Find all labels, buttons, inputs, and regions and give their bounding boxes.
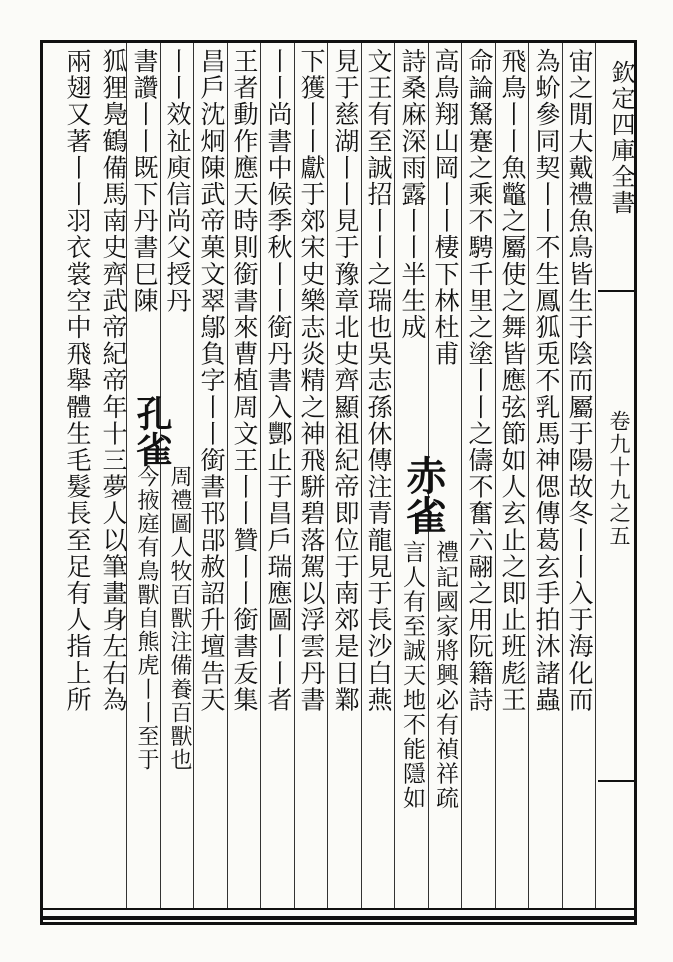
text-column: 丨丨效祉庾信尚父授丹 — [163, 48, 192, 314]
text-column: 飛鳥丨丨魚鼈之屬使之舞皆應弦節如人玄止之即止班彪王 — [498, 48, 527, 713]
margin-divider-bottom — [598, 780, 637, 782]
text-column: 命論駑蹇之乘不騁千里之塗丨丨之儔不奮六翮之用阮籍詩 — [465, 48, 494, 713]
text-column: 見于慈湖丨丨見于豫章北史齊顯祖紀帝即位于南郊是日鄴 — [331, 48, 360, 713]
note-column: 言人有至誠天地不能隱如 — [399, 540, 425, 811]
text-column: 狐狸鳧鶴備馬南史齊武帝紀帝年十三夢人以筆畫身左右為 — [99, 48, 128, 713]
margin-divider-top — [598, 290, 637, 292]
text-column: 高鳥翔山岡丨丨棲下林杜甫 — [431, 48, 460, 368]
headword-peacock: 孔雀 — [131, 395, 173, 467]
volume-label: 卷九十九之五 — [607, 410, 631, 548]
text-column: 王者動作應天時則銜書來曹植周文王丨丨贊丨丨銜書叐集 — [230, 48, 259, 713]
bottom-rule — [40, 908, 637, 920]
text-column: 為蚧參同契丨丨不生鳳狐兎不乳馬神偲傳葛玄手拍沐諸蟲 — [532, 48, 561, 713]
note-column: 周禮圖人牧百獸注備養百獸也 — [167, 465, 192, 772]
text-column: 丨丨尚書中候季秋丨丨銜丹書入酆止于昌戶瑞應圖丨丨者 — [264, 48, 293, 713]
note-column: 禮記國家將興必有禎祥疏 — [432, 540, 458, 811]
text-column: 文王有至誠招丨丨之瑞也吳志孫休傳注青龍見于長沙白燕 — [364, 48, 393, 713]
text-column: 書讚丨丨既下丹書巳陳 — [130, 48, 159, 314]
text-column: 詩桑麻深雨露丨丨半生成 — [398, 48, 427, 341]
text-column: 兩翅又著丨丨羽衣裳空中飛舉體生毛髮長至足有人指上所 — [63, 48, 92, 713]
text-column: 昌戶沈炯陳武帝菓文翠鄔負字丨丨銜書邗郘赦詔升壇告天 — [197, 48, 226, 713]
note-column: 今掖庭有鳥獸自熊虎丨丨至于 — [134, 465, 159, 772]
text-column: 宙之閒大戴禮魚鳥皆生于陰而屬于陽故冬丨丨入于海化而 — [565, 48, 594, 713]
headword-red-sparrow: 赤雀 — [400, 455, 447, 535]
book-title: 欽定四庫全書 — [607, 60, 635, 216]
text-column: 下獲丨丨獻于郊宋史樂志炎精之神飛駢碧落駕以浮雲丹書 — [297, 48, 326, 713]
